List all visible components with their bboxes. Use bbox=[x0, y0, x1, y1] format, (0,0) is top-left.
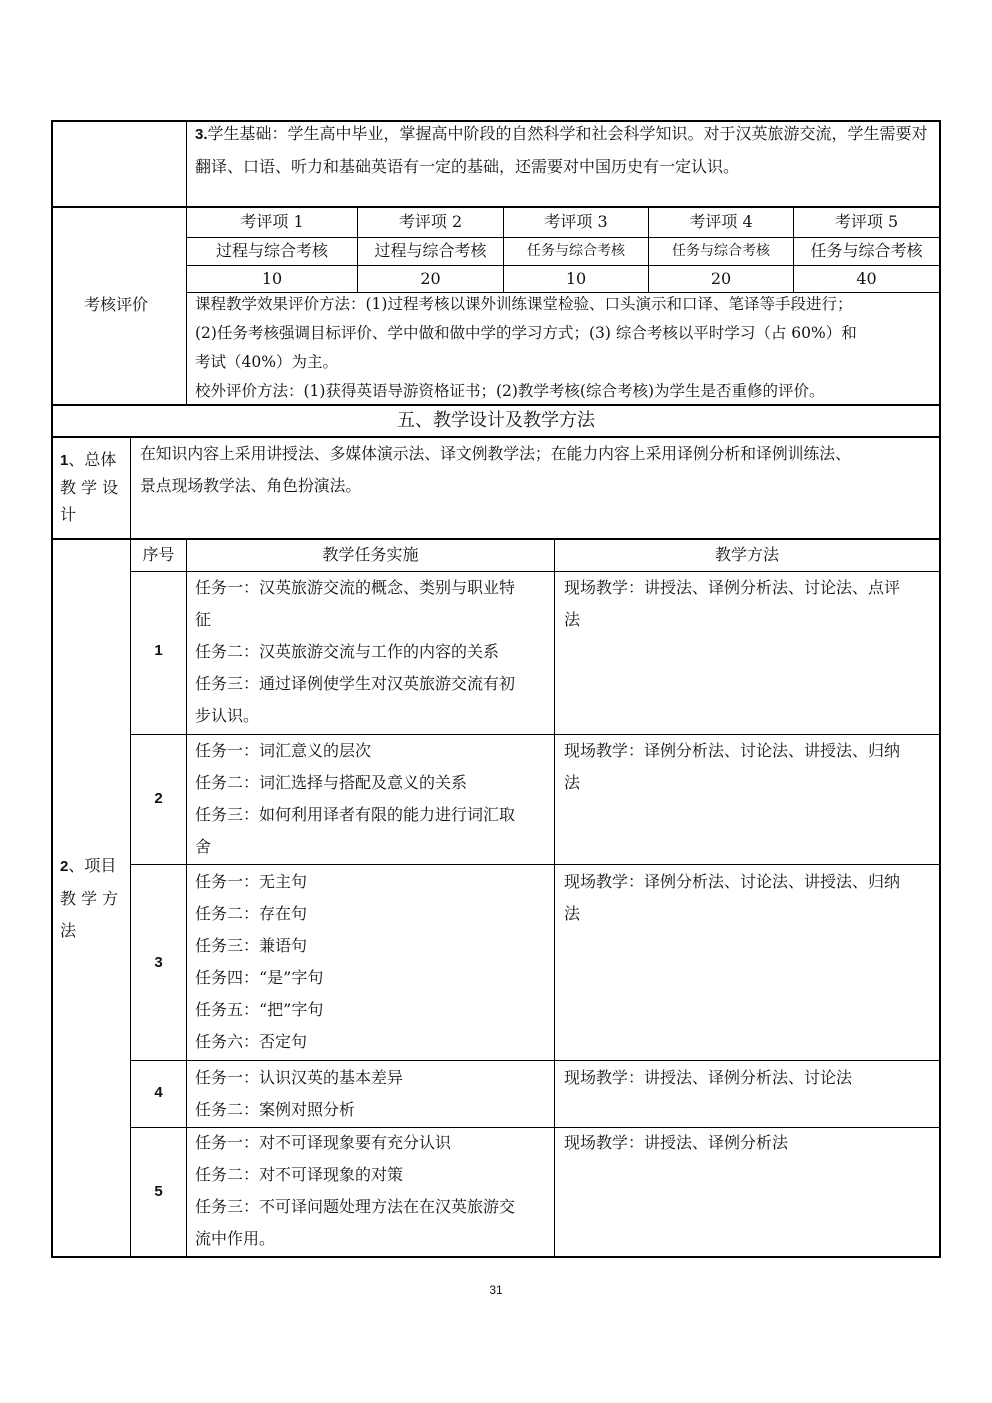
task-line: 任务一：词汇意义的层次 bbox=[195, 741, 372, 760]
assessment-label: 考核评价 bbox=[84, 295, 149, 314]
task-line: 任务三：通过译例使学生对汉英旅游交流有初 bbox=[195, 674, 516, 693]
assessment-method-line: (2)任务考核强调目标评价、学中做和做中学的学习方式；(3) 综合考核以平时学习（占 60%）和 bbox=[195, 324, 857, 342]
task-line: 任务二：汉英旅游交流与工作的内容的关系 bbox=[195, 642, 500, 661]
task-line: 任务三：兼语句 bbox=[195, 936, 308, 955]
overall-design-label bbox=[60, 446, 128, 528]
assessment-method-line: 校外评价方法：(1)获得英语导游资格证书；(2)教学考核(综合考核)为学生是否重修的评价。 bbox=[195, 382, 825, 400]
method-line: 法 bbox=[564, 610, 581, 629]
row-methods bbox=[564, 572, 936, 636]
assessment-item-score: 20 bbox=[710, 269, 732, 288]
task-line: 任务一：无主句 bbox=[195, 872, 308, 891]
section-title: 五、教学设计及教学方法 bbox=[397, 410, 595, 431]
row-seq: 5 bbox=[154, 1183, 163, 1200]
task-line: 任务一：汉英旅游交流的概念、类别与职业特 bbox=[195, 578, 516, 597]
assessment-item-score: 10 bbox=[565, 269, 587, 288]
table-border bbox=[939, 120, 941, 1258]
overall-design-text bbox=[140, 438, 938, 502]
overall-design-line: 在知识内容上采用讲授法、多媒体演示法、译文例教学法；在能力内容上采用译例分析和译例训练法、 bbox=[140, 444, 851, 463]
row-methods bbox=[564, 1062, 936, 1094]
assessment-item-name: 考评项 1 bbox=[240, 212, 304, 231]
task-line: 任务二：案例对照分析 bbox=[195, 1100, 356, 1119]
row-methods bbox=[564, 1127, 936, 1159]
row-tasks bbox=[195, 735, 551, 863]
assessment-item-type: 任务与综合考核 bbox=[672, 243, 770, 259]
assessment-item-name: 考评项 2 bbox=[398, 212, 463, 231]
header-seq: 序号 bbox=[142, 545, 175, 564]
method-line: 现场教学：讲授法、译例分析法 bbox=[564, 1133, 789, 1152]
method-line: 现场教学：讲授法、译例分析法、讨论法 bbox=[564, 1068, 853, 1087]
project-method-label-line: 、项目 bbox=[68, 856, 117, 875]
task-line: 任务二：对不可译现象的对策 bbox=[195, 1165, 404, 1184]
project-method-label-line: 法 bbox=[60, 921, 77, 940]
row-tasks bbox=[195, 1127, 551, 1255]
method-line: 法 bbox=[564, 773, 581, 792]
project-method-label-line: 教 学 方 bbox=[60, 889, 119, 908]
student-basis-text: 学生基础：学生高中毕业，掌握高中阶段的自然科学和社会科学知识。对于汉英旅游交流，学生需要对翻译、口语、听力和基础英语有一定的基础，还需要对中国历史有一定认识。 bbox=[195, 124, 928, 176]
assessment-item-type: 任务与综合考核 bbox=[810, 241, 923, 260]
overall-design-label-line: 、总体 bbox=[68, 450, 117, 469]
page-number: 31 bbox=[489, 1283, 503, 1297]
assessment-method-text bbox=[195, 290, 935, 406]
row-seq: 4 bbox=[154, 1084, 163, 1101]
assessment-item-score: 10 bbox=[261, 269, 283, 288]
assessment-item-score: 20 bbox=[420, 269, 441, 288]
task-line: 任务四：“是”字句 bbox=[195, 968, 324, 987]
table-border bbox=[51, 1256, 941, 1258]
assessment-method-line: 考试（40%）为主。 bbox=[195, 353, 338, 371]
project-method-label bbox=[60, 850, 128, 947]
project-method-number: 2 bbox=[60, 858, 69, 875]
overall-design-label-line: 计 bbox=[60, 505, 77, 524]
row-methods bbox=[564, 735, 936, 799]
overall-design-number: 1 bbox=[60, 452, 69, 469]
assessment-method-line: 课程教学效果评价方法：(1)过程考核以课外训练课堂检验、口头演示和口译、笔译等手段进行； bbox=[195, 295, 853, 313]
task-line: 任务六：否定句 bbox=[195, 1032, 308, 1051]
student-basis-number: 3. bbox=[195, 126, 208, 143]
assessment-item-name: 考评项 5 bbox=[834, 212, 899, 231]
task-line: 任务三：如何利用译者有限的能力进行词汇取 bbox=[195, 805, 516, 824]
table-border bbox=[186, 538, 187, 1256]
task-line: 任务五：“把”字句 bbox=[195, 1000, 324, 1019]
method-line: 现场教学：译例分析法、讨论法、讲授法、归纳 bbox=[564, 872, 901, 891]
assessment-item-name: 考评项 4 bbox=[689, 212, 753, 231]
row-tasks bbox=[195, 1062, 551, 1126]
row-tasks bbox=[195, 572, 551, 732]
table-border bbox=[130, 1060, 941, 1061]
header-task: 教学任务实施 bbox=[322, 545, 419, 564]
table-border bbox=[554, 538, 555, 1256]
assessment-item-score: 40 bbox=[856, 269, 877, 288]
task-line: 舍 bbox=[195, 837, 212, 856]
overall-design-label-line: 教 学 设 bbox=[60, 478, 119, 497]
assessment-item-name: 考评项 3 bbox=[544, 212, 608, 231]
overall-design-line: 景点现场教学法、角色扮演法。 bbox=[140, 476, 362, 495]
method-line: 法 bbox=[564, 904, 581, 923]
row-seq: 1 bbox=[154, 642, 163, 659]
task-line: 征 bbox=[195, 610, 212, 629]
task-line: 流中作用。 bbox=[195, 1229, 276, 1248]
assessment-item-type: 过程与综合考核 bbox=[374, 241, 487, 260]
method-line: 现场教学：讲授法、译例分析法、讨论法、点评 bbox=[564, 578, 901, 597]
task-line: 任务一：认识汉英的基本差异 bbox=[195, 1068, 404, 1087]
assessment-item-type: 任务与综合考核 bbox=[527, 243, 625, 259]
task-line: 任务二：存在句 bbox=[195, 904, 308, 923]
task-line: 步认识。 bbox=[195, 706, 260, 725]
table-border bbox=[51, 120, 53, 1258]
student-basis-cell bbox=[195, 118, 935, 183]
assessment-item-type: 过程与综合考核 bbox=[215, 241, 328, 260]
task-line: 任务二：词汇选择与搭配及意义的关系 bbox=[195, 773, 468, 792]
row-seq: 2 bbox=[154, 790, 163, 807]
header-method: 教学方法 bbox=[714, 545, 779, 564]
row-methods bbox=[564, 866, 936, 930]
row-tasks bbox=[195, 866, 551, 1058]
method-line: 现场教学：译例分析法、讨论法、讲授法、归纳 bbox=[564, 741, 901, 760]
task-line: 任务三：不可译问题处理方法在在汉英旅游交 bbox=[195, 1197, 516, 1216]
table-border bbox=[130, 864, 941, 865]
row-seq: 3 bbox=[154, 954, 163, 971]
task-line: 任务一：对不可译现象要有充分认识 bbox=[195, 1133, 452, 1152]
